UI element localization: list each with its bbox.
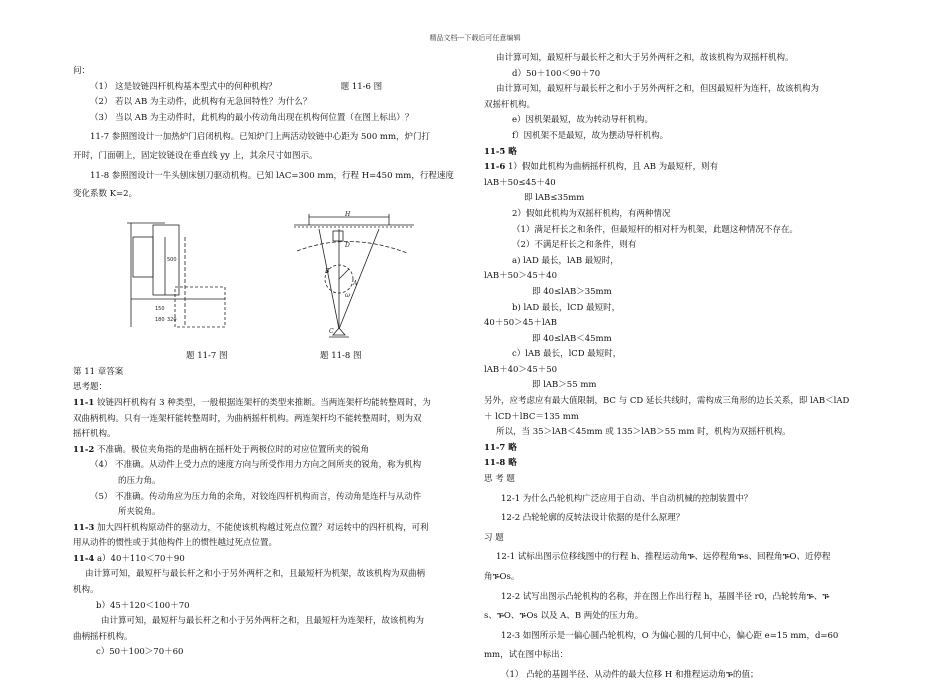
- text-line: 11-7 略: [484, 442, 517, 453]
- text-line: 11-1 铰链四杆机构有 3 种类型，一般根据连架杆的类型来推断。当两连架杆均能转整周时，为: [73, 397, 431, 408]
- text-line: c）50＋100＞70＋60: [96, 647, 184, 658]
- text-line: b）45＋120＜100＋70: [96, 600, 190, 611]
- text-line: 11-5 略: [484, 146, 517, 157]
- text-line: lAB＋40＞45＋50: [484, 364, 558, 375]
- text-line: 机构。: [73, 585, 99, 596]
- fig7-label: 320: [167, 316, 177, 323]
- text-line: 用从动件的惯性或于其他构件上的惯性越过死点位置。: [73, 538, 278, 549]
- text-line: 即 lAB≤35mm: [524, 193, 585, 204]
- text-line: 即 lAB＞55 mm: [532, 380, 597, 391]
- text-line: 所夹锐角。: [118, 507, 161, 518]
- left-column: [73, 64, 454, 661]
- text-line: 11-2 不准确。极位夹角指的是曲柄在摇杆处于两极位时的对应位置所夹的锐角: [73, 444, 369, 455]
- text-line: 双摇杆机构。: [484, 99, 536, 110]
- fig7-label: 500: [167, 256, 177, 263]
- text-line: 11-8 参照图设计一牛头刨床刨刀驱动机构。已知 lAC=300 mm，行程 H=450 mm，行程速度: [90, 170, 454, 181]
- text-line: 思考题：: [73, 382, 108, 393]
- text-line: 双曲柄机构。只有一连架杆能转整周时，为曲柄摇杆机构。两连架杆均不能转整周时，则为双: [73, 413, 422, 424]
- text-line: d）50＋100＜90＋70: [512, 68, 601, 79]
- text-line: （1） 凸轮的基圆半径、从动件的最大位移 H 和推程运动角ᎏ的值；: [501, 669, 759, 680]
- figure-11-8: [289, 211, 419, 341]
- text-line: 即 40≤lAB＜45mm: [532, 333, 612, 344]
- fig7-label: 150: [155, 305, 165, 312]
- text-line: c）lAB 最长，lCD 最短时，: [512, 349, 622, 360]
- text-line: a) lAD 最长，lAB 最短时，: [512, 255, 619, 266]
- text-line: 12-2 试写出图示凸轮机构的名称，并在图上作出行程 h，基圆半径 r0，凸轮转角ᎏ、ᎏ: [501, 591, 830, 602]
- section-heading: 思 考 题: [484, 474, 515, 485]
- section-heading: 习 题: [484, 532, 504, 543]
- text-line: 11-6 1）假如此机构为曲柄摇杆机构，且 AB 为最短杆，则有: [484, 162, 719, 173]
- text-line: e）因机架最短，故为转动导杆机构。: [512, 115, 654, 126]
- text-line: 12-1 为什么凸轮机构广泛应用于自动、半自动机械的控制装置中？: [501, 493, 753, 504]
- right-column: [484, 53, 884, 684]
- text-line: mm，试在图中标出：: [484, 650, 569, 661]
- fig8-label: D: [345, 241, 350, 249]
- page-header: 精品文档---下载后可任意编辑: [429, 34, 521, 42]
- text-line: 由计算可知，最短杆与最长杆之和小于另外两杆之和，且最短杆为连架杆，故该机构为: [101, 616, 425, 627]
- text-line: （1）满足杆长之和条件，但最短杆的相对杆为机架，此题这种情况不存在。: [512, 224, 798, 235]
- text-line: 11-8 略: [484, 458, 517, 469]
- text-line: 12-2 凸轮轮廓的反转法设计依据的是什么原理？: [501, 513, 685, 524]
- text-line: 曲柄摇杆机构。: [73, 631, 133, 642]
- text-line: 所以，当 35＞lAB＜45mm 或 135＞lAB＞55 mm 时，机构为双摇杆机构。: [496, 427, 791, 438]
- text-line: 12-1 试标出图示位移线图中的行程 h、推程运动角ᎏ、远停程角ᎏs、回程角ᎏO、近停程: [496, 552, 831, 563]
- text-line: 12-3 如图所示是一偏心圆凸轮机构，O 为偏心圆的几何中心，偏心距 e=15 mm，d=60: [501, 630, 839, 641]
- fig8-label: A: [353, 279, 358, 287]
- figure-11-7: [125, 217, 235, 337]
- text-line: （4） 不准确。从动件上受力点的速度方向与所受作用力方向之间所夹的锐角，称为机构: [90, 460, 422, 471]
- text-line: （2）不满足杆长之和条件，则有: [512, 240, 637, 251]
- text-line: 变化系数 K=2。: [73, 189, 138, 200]
- text-line: 11-4 a）40＋110＜70＋90: [73, 553, 185, 564]
- text-line: 由计算可知，最短杆与最长杆之和小于另外两杆之和，且最短杆为机架，故该机构为双曲柄: [85, 569, 426, 580]
- text-line: （2） 若以 AB 为主动件，此机构有无急回特性？为什么？: [90, 97, 312, 108]
- text-line: b) lAD 最长，lCD 最短时，: [512, 302, 621, 313]
- text-line: （1） 这是铰链四杆机构基本型式中的何种机构？ 题 11-6 图: [90, 81, 383, 92]
- answer-title: 第 11 章答案: [73, 366, 124, 377]
- figures-area: [73, 203, 431, 413]
- fig7-label: 180: [155, 316, 165, 323]
- fig8-label: B: [325, 267, 330, 275]
- text-line: 开时，门面朝上，固定铰链设在垂直线 yy 上，其余尺寸如图示。: [73, 150, 318, 161]
- text-line: 由计算可知，最短杆与最长杆之和大于另外两杆之和，故该机构为双摇杆机构。: [496, 53, 794, 63]
- text-line: lAB＋50＞45＋40: [484, 271, 558, 282]
- text-line: 11-7 参照图设计一加热炉门启闭机构。已知炉门上两活动铰链中心距为 500 mm，炉门打: [90, 132, 431, 143]
- text-line: （5） 不准确。传动角应为压力角的余角，对铰连四杆机构而言，传动角是连杆与从动件: [90, 491, 422, 502]
- text-line: 角ᎏOs。: [484, 572, 520, 582]
- text-line: 11-3 加大四杆机构原动件的驱动力，不能使该机构越过死点位置？对运转中的四杆机构，可利: [73, 522, 429, 533]
- text-line: 40＋50＞45＋lAB: [484, 318, 558, 329]
- text-line: lAB＋50≤45＋40: [484, 177, 556, 188]
- text-line: 摇杆机构。: [73, 429, 116, 440]
- text-line: s、ᎏO、ᎏOs 以及 A、B 两处的压力角。: [484, 611, 644, 622]
- fig8-label: H: [345, 210, 351, 218]
- text-line: 即 40≤lAB＞35mm: [532, 286, 612, 297]
- text-line: 2）假如此机构为双摇杆机构，有两种情况: [512, 208, 671, 219]
- text-line: ＋ lCD＋lBC＝135 mm: [484, 411, 579, 422]
- fig8-label: ω: [345, 291, 350, 299]
- fig8-label: C: [329, 327, 334, 335]
- text-line: 的压力角。: [118, 475, 161, 486]
- text-line: 由计算可知，最短杆与最长杆之和小于另外两杆之和，但因最短杆为连杆，故该机构为: [496, 84, 820, 95]
- figure-caption: 题 11-8 图: [320, 350, 362, 361]
- text-line: f）因机架不是最短，故为摆动导杆机构。: [512, 130, 669, 141]
- text-line: 另外，应考虑应有最大值限制，BC 与 CD 延长共线时，需构成三角形的边长关系，即 lAB＜lAD: [484, 396, 850, 407]
- figure-caption: 题 11-7 图: [186, 350, 228, 361]
- text-line: 问：: [73, 66, 91, 76]
- text-line: （3） 当以 AB 为主动件时，此机构的最小传动角出现在机构何位置（在图上标出）？: [90, 112, 414, 123]
